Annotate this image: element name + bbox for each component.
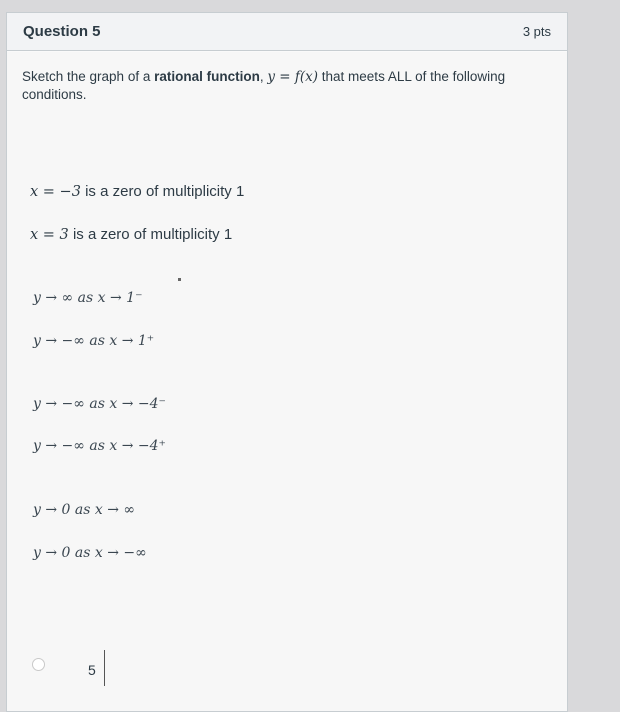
limit-condition-6: y → 0 as x → −∞ xyxy=(33,545,147,561)
limit-condition-1: y → ∞ as x → 1⁻ xyxy=(33,290,143,306)
limit-condition-5: y → 0 as x → ∞ xyxy=(33,502,136,518)
answer-radio-button[interactable] xyxy=(32,658,45,671)
question-prompt xyxy=(22,68,542,103)
limit-condition-4: y → −∞ as x → −4⁺ xyxy=(33,438,166,454)
prompt-text-mid: , xyxy=(259,69,268,84)
zero-text-1: is a zero of multiplicity 1 xyxy=(80,183,245,200)
limit-condition-3: y → −∞ as x → −4⁻ xyxy=(33,396,166,412)
answer-value[interactable]: 5 xyxy=(88,662,96,678)
question-title: Question 5 xyxy=(23,23,101,40)
zero-math-1: x = −3 xyxy=(30,184,81,200)
prompt-text-pre: Sketch the graph of a xyxy=(22,69,155,84)
zero-condition-1 xyxy=(30,183,244,200)
prompt-bold-term: rational function xyxy=(154,69,260,84)
question-points: 3 pts xyxy=(522,24,551,39)
question-header xyxy=(7,13,567,51)
prompt-text-post: that meets ALL of the following conditions. xyxy=(22,69,506,102)
question-body xyxy=(7,52,567,711)
zero-text-2: is a zero of multiplicity 1 xyxy=(68,226,233,243)
zero-condition-2 xyxy=(30,226,232,243)
question-card xyxy=(6,12,568,712)
stray-dot xyxy=(178,278,181,281)
zero-math-2: x = 3 xyxy=(30,227,69,243)
limit-condition-2: y → −∞ as x → 1⁺ xyxy=(33,333,155,349)
text-cursor xyxy=(104,650,105,686)
prompt-function: y = f(x) xyxy=(267,69,319,85)
